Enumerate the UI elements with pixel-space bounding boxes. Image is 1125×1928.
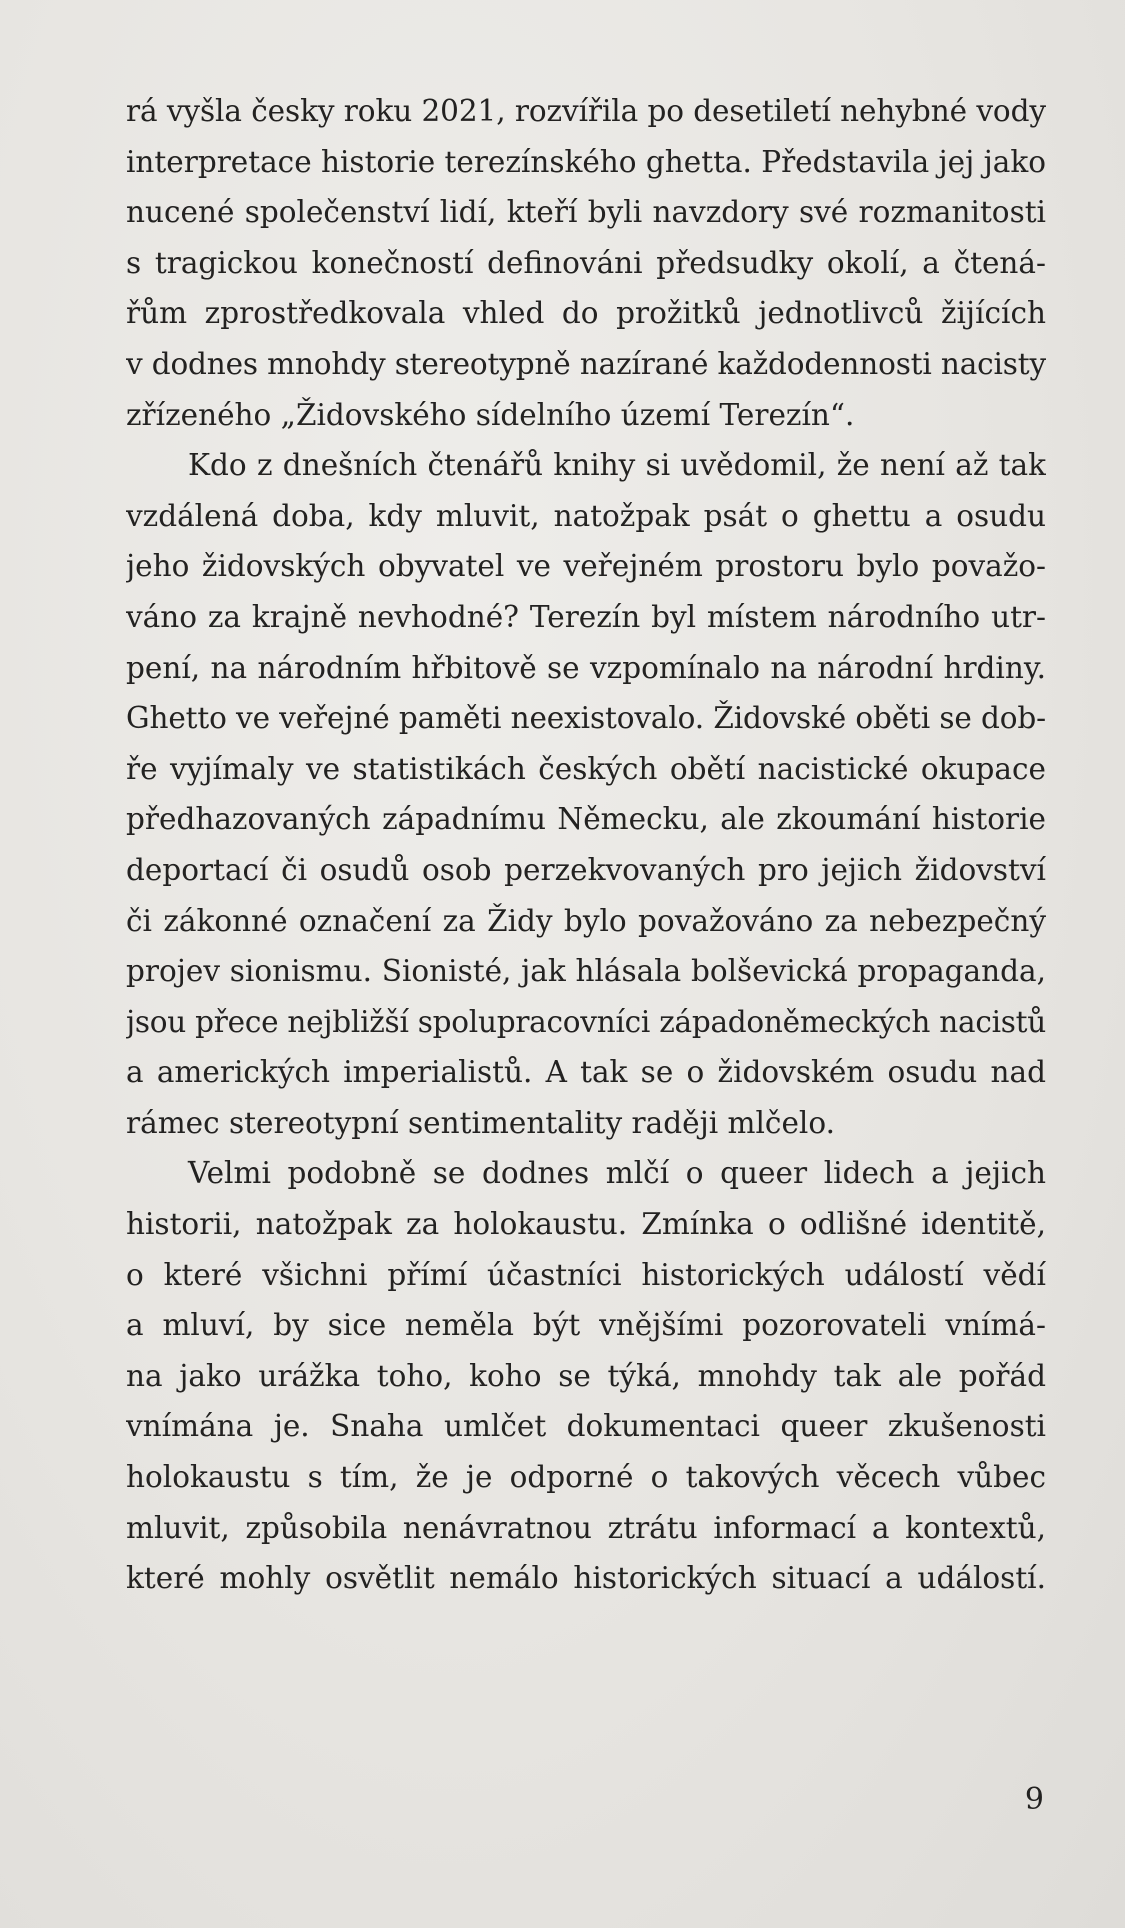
text-line: řům zprostředkovala vhled do prožitků jednotlivců žijících xyxy=(126,296,1046,331)
text-line: váno za krajně nevhodné? Terezín byl místem národního utr- xyxy=(126,599,1046,634)
text-line: Ghetto ve veřejné paměti neexistovalo. Židovské oběti se dob- xyxy=(126,701,1046,736)
text-line: vnímána je. Snaha umlčet dokumentaci queer zkušenosti xyxy=(126,1409,1046,1444)
text-line: vzdálená doba, kdy mluvit, natožpak psát o ghettu a osudu xyxy=(126,498,1046,533)
text-line: Kdo z dnešních čtenářů knihy si uvědomil, že není až tak xyxy=(188,448,1046,483)
text-line: zřízeného „Židovského sídelního území Terezín“. xyxy=(126,397,855,432)
text-line: historii, natožpak za holokaustu. Zmínka o odlišné identitě, xyxy=(126,1207,1046,1242)
text-line: které mohly osvětlit nemálo historických situací a událostí. xyxy=(126,1561,1046,1596)
text-line: o které všichni přímí účastníci historických událostí vědí xyxy=(126,1257,1046,1292)
text-line: předhazovaných západnímu Německu, ale zkoumání historie xyxy=(126,802,1046,837)
text-line: jsou přece nejbližší spolupracovníci západoněmeckých nacistů xyxy=(126,1004,1046,1039)
text-line: rá vyšla česky roku 2021, rozvířila po desetiletí nehybné vody xyxy=(126,94,1046,128)
text-line: pení, na národním hřbitově se vzpomínalo na národní hrdiny. xyxy=(126,650,1046,685)
body-text xyxy=(126,86,1046,1604)
text-line: Velmi podobně se dodnes mlčí o queer lidech a jejich xyxy=(188,1156,1046,1191)
text-line: a mluví, by sice neměla být vnějšími pozorovateli vnímá- xyxy=(126,1308,1046,1343)
text-line: mluvit, způsobila nenávratnou ztrátu informací a kontextů, xyxy=(126,1510,1046,1545)
text-line: s tragickou konečností definováni předsudky okolí, a čtená- xyxy=(126,245,1046,280)
text-line: v dodnes mnohdy stereotypně nazírané každodennosti nacisty xyxy=(126,346,1046,381)
text-line: na jako urážka toho, koho se týká, mnohdy tak ale pořád xyxy=(126,1358,1046,1393)
text-line: nucené společenství lidí, kteří byli navzdory své rozmanitosti xyxy=(126,195,1046,230)
text-line: interpretace historie terezínského ghetta. Představila jej jako xyxy=(126,144,1046,179)
text-line: ře vyjímaly ve statistikách českých obětí nacistické okupace xyxy=(126,751,1046,786)
text-line: projev sionismu. Sionisté, jak hlásala bolševická propaganda, xyxy=(126,954,1046,989)
page-number: 9 xyxy=(1024,1782,1044,1817)
text-line: rámec stereotypní sentimentality raději mlčelo. xyxy=(126,1105,835,1140)
text-line: a amerických imperialistů. A tak se o židovském osudu nad xyxy=(126,1055,1046,1090)
text-line: deportací či osudů osob perzekvovaných pro jejich židovství xyxy=(126,852,1046,887)
text-line: či zákonné označení za Židy bylo považováno za nebezpečný xyxy=(126,903,1046,938)
text-line: jeho židovských obyvatel ve veřejném prostoru bylo považo- xyxy=(126,549,1046,584)
text-line: holokaustu s tím, že je odporné o takových věcech vůbec xyxy=(126,1460,1046,1495)
